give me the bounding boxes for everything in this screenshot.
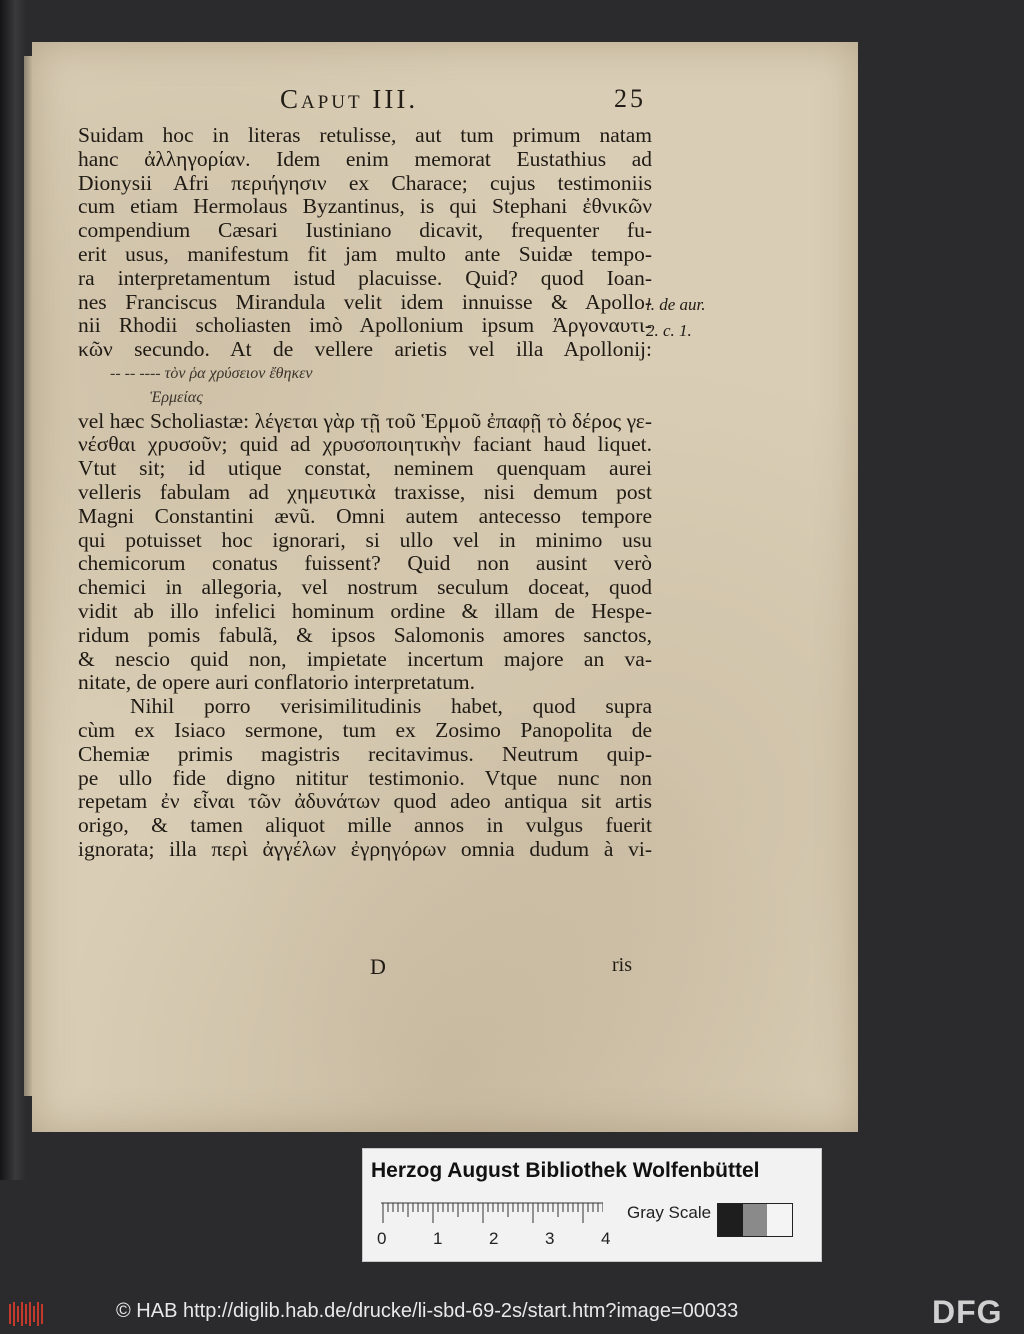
gray-swatch-mid (743, 1204, 768, 1236)
text-line: pe ullo fide digno nititur testimonio. Vtque nunc non (78, 765, 652, 790)
ruler-scale (381, 1201, 603, 1225)
text-line: repetam ἐν εἶναι τῶν ἀδυνάτων quod adeo antiqua sit artis (78, 789, 652, 814)
text-line: nitate, de opere auri conflatorio interpretatum. (78, 670, 475, 695)
verse-line: -- -- ---- τὸν ῥα χρύσειον ἔθηκεν (110, 364, 313, 382)
text-line: qui potuisset hoc ignorari, si ullo vel in minimo usu (78, 527, 652, 552)
copyright-link[interactable]: © HAB http://diglib.hab.de/drucke/li-sbd-69-2s/start.htm?image=00033 (116, 1300, 739, 1322)
gray-swatch-dark (718, 1204, 743, 1236)
ruler-number: 1 (433, 1229, 443, 1248)
text-line: Dionysii Afri περιήγησιν ex Charace; cujus testimoniis (78, 170, 652, 195)
left-backdrop (0, 0, 26, 1180)
gray-swatch-light (767, 1204, 792, 1236)
text-line: ra interpretamentum istud placuisse. Quid? quod Ioan- (78, 265, 652, 290)
text-line: vidit ab illo infelici hominum ordine & illam de Hespe- (78, 598, 652, 623)
text-line: erit usus, manifestum fit jam multo ante Suidæ tempo- (78, 241, 652, 266)
ruler-number: 0 (377, 1229, 387, 1248)
page-number: 25 (614, 84, 646, 113)
text-line: ignorata; illa περὶ ἀγγέλων ἐγρηγόρων omnia dudum à vi- (78, 836, 652, 861)
ruler-number: 4 (601, 1229, 611, 1248)
hab-logo-icon (8, 1300, 46, 1328)
text-line: κῶν secundo. At de vellere arietis vel illa Apollonij: (78, 337, 652, 362)
text-line: νέσθαι χρυσοῦν; quid ad χρυσοποιητικὴν faciant haud liquet. (78, 432, 652, 457)
text-line: chemici in allegoria, vel nostrum seculum doceat, quod (78, 575, 652, 600)
chapter-title: Caput III. (280, 84, 419, 114)
ruler-numbers (377, 1229, 617, 1253)
text-line: nes Franciscus Mirandula velit idem innuisse & Apollo- (78, 289, 652, 314)
dfg-logo: DFG (932, 1294, 1003, 1330)
text-line: Chemiæ primis magistris recitavimus. Neutrum quip- (78, 741, 652, 766)
text-line: vel hæc Scholiastæ: λέγεται γὰρ τῇ τοῦ Ἑρμοῦ ἐπαφῇ τὸ δέρος γε- (78, 408, 652, 433)
text-line: Vtut sit; id utique constat, neminem quenquam aurei (78, 456, 652, 481)
ruler-number: 3 (545, 1229, 555, 1248)
body-text (78, 124, 652, 862)
margin-notes (646, 292, 756, 344)
catchword: ris (612, 954, 632, 976)
running-head (280, 84, 660, 124)
text-line: chemicorum conatus fuissent? Quid non ausint verò (78, 551, 652, 576)
gray-scale-label: Gray Scale (627, 1203, 712, 1222)
gray-scale-swatches (717, 1203, 793, 1237)
signature-mark: D (370, 954, 386, 979)
text-line: velleris fabulam ad χημευτικὰ traxisse, nisi demum post (78, 479, 652, 504)
margin-note: l. de aur. (646, 295, 706, 314)
ruler-number: 2 (489, 1229, 499, 1248)
library-name: Herzog August Bibliothek Wolfenbüttel (371, 1159, 760, 1182)
text-line: cum etiam Hermolaus Byzantinus, is qui Stephani ἐθνικῶν (78, 194, 652, 219)
viewer-footer (0, 1294, 1024, 1334)
text-line: nii Rhodii scholiasten imò Apollonium ipsum Ἀργοναυτι- (78, 313, 652, 338)
library-scale-card (362, 1148, 822, 1262)
verse-line: Ἑρμείας (150, 388, 203, 406)
text-line: Magni Constantini ævũ. Omni autem antecesso tempore (78, 503, 652, 528)
margin-note: 2. c. 1. (646, 321, 692, 340)
text-line: origo, & tamen aliquot mille annos in vulgus fuerit (78, 813, 652, 838)
text-line: Nihil porro verisimilitudinis habet, quod supra (130, 694, 652, 719)
text-line: & nescio quid non, impietate incertum majore an va- (78, 646, 652, 671)
text-line: compendium Cæsari Iustiniano dicavit, frequenter fu- (78, 218, 652, 243)
text-line: hanc ἀλληγορίαν. Idem enim memorat Eustathius ad (78, 146, 652, 171)
text-line: ridum pomis fabulã, & ipsos Salomonis amores sanctos, (78, 622, 652, 647)
text-line: cùm ex Isiaco sermone, tum ex Zosimo Panopolita de (78, 717, 652, 742)
text-line: Suidam hoc in literas retulisse, aut tum primum natam (78, 123, 652, 147)
